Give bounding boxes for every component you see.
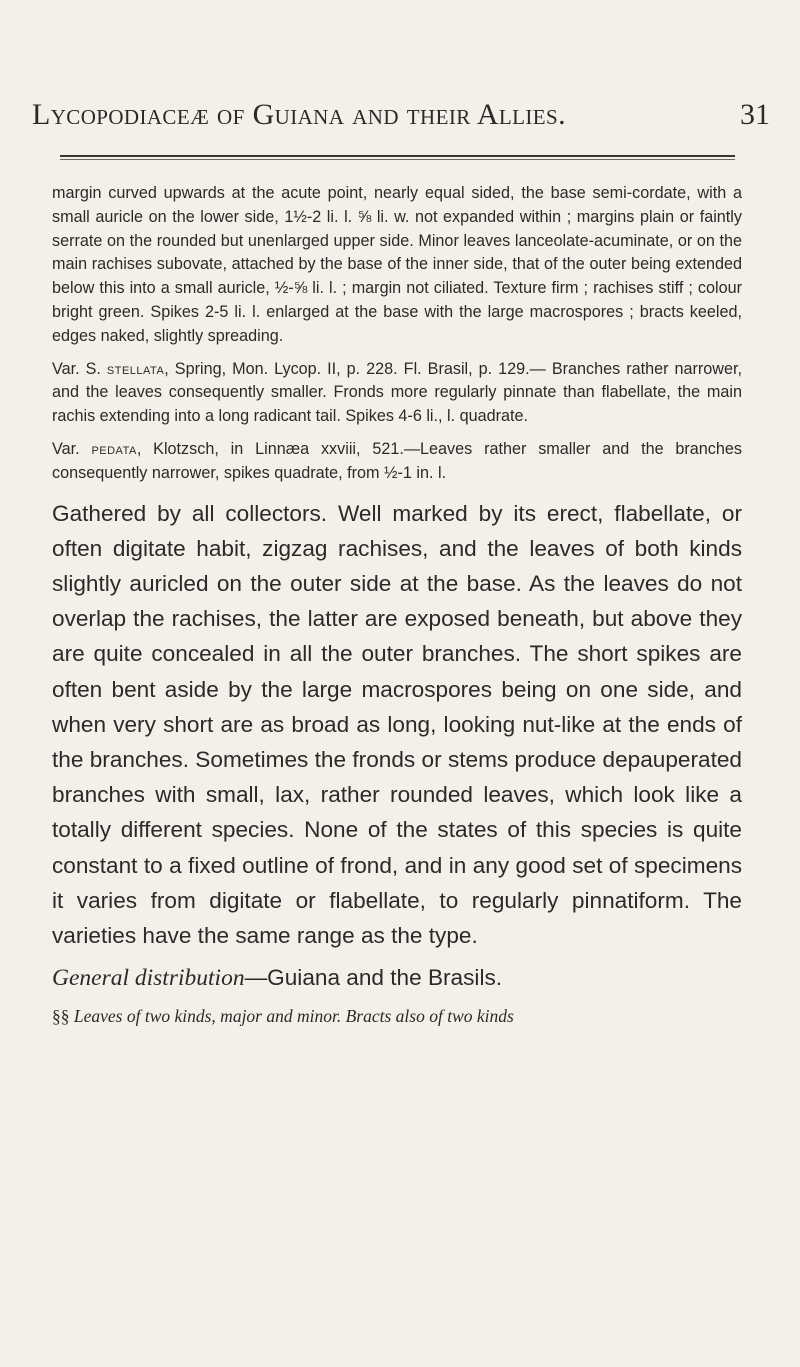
observations-paragraph: Gathered by all collectors. Well marked by its erect, flabellate, or often digitate habit, zigzag rachises, and the leaves of both kinds slightly auricled on the outer side at the base. As the leaves do not overlap the rachises, the latter are exposed beneath, but above they are quite concealed in all the outer branches. The short spikes are often bent aside by the large macrospores being on one side, and when very short are as broad as long, looking nut-like at the ends of the branches. Sometimes the fronds or stems produce depauperated branches with small, lax, rather rounded leaves, which look like a totally different species. None of the states of this species is quite constant to a fixed outline of frond, and in any good set of specimens it varies from digitate or flabellate, to regularly pinnatiform. The varieties have the same range as the type. xyxy=(52,500,742,948)
distribution-label: General distribution xyxy=(52,965,245,992)
variety-pedata-name: pedata xyxy=(91,439,137,458)
running-head xyxy=(30,98,790,144)
distribution-text: —Guiana and the Brasils. xyxy=(244,965,503,991)
variety-stellata-prefix: Var. S. xyxy=(52,359,101,378)
general-distribution xyxy=(52,961,742,995)
section-mark: §§ xyxy=(52,1006,70,1027)
variety-stellata xyxy=(52,358,742,429)
running-title: Lycopodiaceæ of Guiana and their Allies. xyxy=(32,98,566,131)
header-rule xyxy=(60,155,735,157)
variety-pedata xyxy=(52,438,742,486)
species-description: margin curved upwards at the acute point, nearly equal sided, the base semi-cordate, with a small auricle on the lower side, 1½-2 li. l. ⅝ li. w. not expanded within ; margins plain or faintly serrate on the rounded but unenlarged upper side. Minor leaves lanceolate-acuminate, or on the main rachises subovate, attached by the base of the inner side, that of the outer being extended below this into a small auricle, ½-⅝ li. l. ; margin not ciliated. Texture firm ; rachises stiff ; colour bright green. Spikes 2-5 li. l. enlarged at the base with the large macrospores ; bracts keeled, edges naked, slightly spreading. xyxy=(52,184,742,345)
section-heading xyxy=(52,1003,742,1029)
page-number: 31 xyxy=(740,98,770,131)
variety-pedata-prefix: Var. xyxy=(52,439,80,458)
body-text xyxy=(52,182,742,1029)
section-heading-text: Leaves of two kinds, major and minor. Bracts also of two kinds xyxy=(73,1006,514,1027)
variety-stellata-text: , Spring, Mon. Lycop. II, p. 228. Fl. Brasil, p. 129.— Branches rather narrower, and the leaves consequently smaller. Fronds more regularly pinnate than flabellate, the main rachis extending into a long radicant tail. Spikes 4-6 li., l. quadrate. xyxy=(52,359,742,426)
variety-pedata-text: , Klotzsch, in Linnæa xxviii, 521.—Leaves rather smaller and the branches consequently narrower, spikes quadrate, from ½-1 in. l. xyxy=(52,439,742,482)
variety-stellata-name: stellata xyxy=(106,359,165,378)
header-rule-thin xyxy=(60,159,735,160)
